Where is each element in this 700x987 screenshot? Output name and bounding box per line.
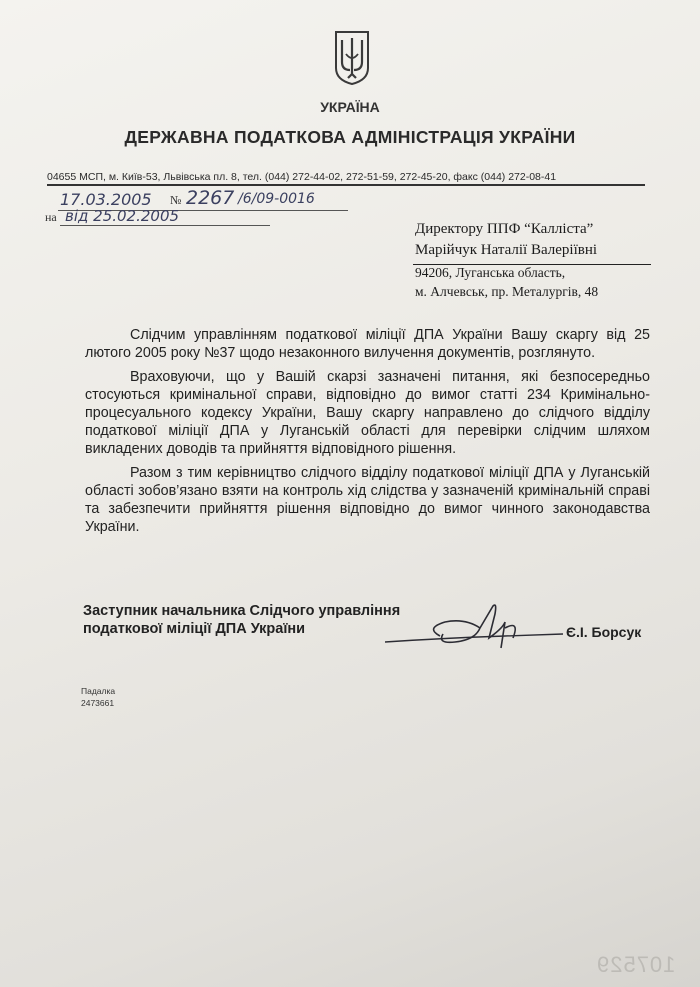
signatory-title-line1: Заступник начальника Слідчого управління (83, 603, 401, 619)
incoming-ref: від 25.02.2005 (65, 207, 180, 225)
recipient-address-line1: 94206, Луганська область, (415, 265, 566, 280)
handwritten-signature (385, 598, 565, 656)
header-divider (47, 184, 645, 186)
body-paragraph: Слідчим управлінням податкової міліції ДПА України Вашу скаргу від 25 лютого 2005 року №37 щодо незаконного вилучення документів, розглянуто. (85, 327, 650, 361)
number-sign: № (170, 193, 182, 207)
incoming-reference (45, 207, 270, 229)
signatory-name: Є.І. Борсук (566, 624, 642, 640)
body-paragraph: Враховуючи, що у Вашій скарзі зазначені питання, які безпосередньо стосуються кримінальної справи, відповідно до вимог статті 234 Кримінально-процесуального кодексу України, Вашу скаргу направлено до слідчого відділу податкової міліції ДПА у Луганській області для перевірки слідчим шляхом викладених доводів та прийняття відповідного рішення. (85, 369, 650, 457)
trident-emblem-icon (332, 30, 372, 86)
recipient-address (415, 263, 598, 301)
agency-name: ДЕРЖАВНА ПОДАТКОВА АДМІНІСТРАЦІЯ УКРАЇНИ (124, 127, 576, 147)
stamp-number: 107529 (596, 952, 676, 977)
outgoing-code: /6/09-0016 (238, 191, 315, 207)
recipient-line2: Марiйчук Наталії Валеріївні (415, 242, 598, 258)
recipient-line1: Директору ППФ “Каллiста” (415, 221, 594, 237)
executor-phone: 2473661 (81, 698, 115, 708)
signatory-title (83, 602, 400, 638)
country-name: УКРАЇНА (320, 99, 380, 115)
signatory-title-line2: податкової міліції ДПА України (83, 621, 306, 637)
executor-info (81, 685, 115, 709)
agency-address: 04655 МСП, м. Київ-53, Львівська пл. 8, тел. (044) 272-44-02, 272-51-59, 272-45-20, факс (044) 272-08-41 (47, 171, 557, 183)
on-label: на (45, 210, 57, 224)
recipient-block (415, 219, 597, 261)
executor-name: Падалка (81, 686, 116, 696)
incoming-underline (60, 225, 270, 226)
letter-body (85, 326, 650, 542)
body-paragraph: Разом з тим керівництво слідчого відділу податкової міліції ДПА у Луганській області зобов’язано взяти на контроль хід слідства у зазначеній кримінальній справі та забезпечити прийняття рішення відповідно до вимог чинного законодавства України. (85, 465, 650, 535)
recipient-address-line2: м. Алчевськ, пр. Металургів, 48 (415, 284, 599, 299)
outgoing-number: 2267 (186, 187, 235, 209)
outgoing-date: 17.03.2005 (60, 190, 152, 209)
